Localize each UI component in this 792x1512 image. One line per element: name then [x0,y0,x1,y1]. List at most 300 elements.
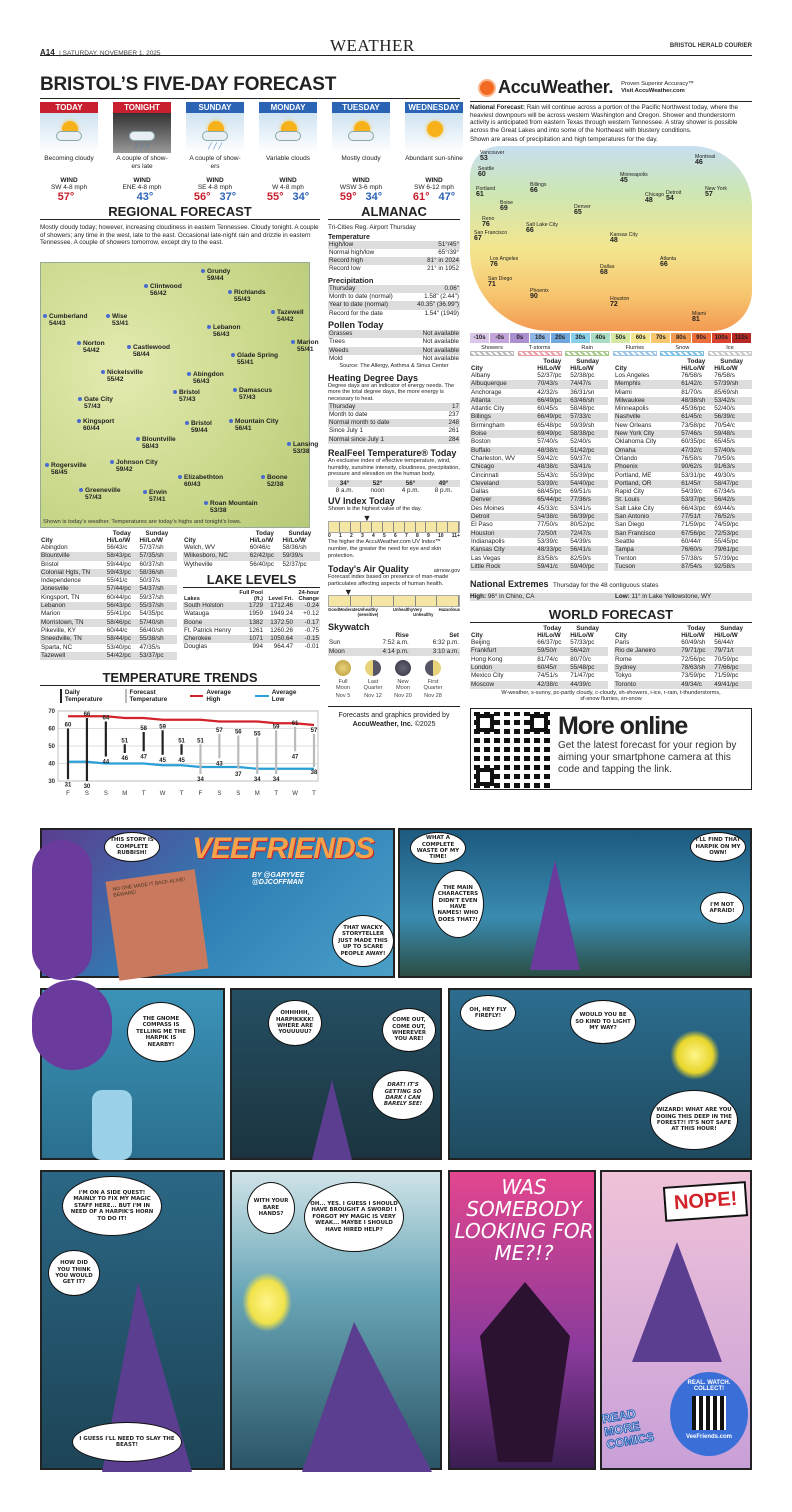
uv-scale-label: 2 [350,533,353,540]
map-city [110,459,158,474]
today-forecast: 60/45/s [537,405,558,413]
map-city-name: Portland [476,185,496,192]
comic-shout-text: WAS SOMEBODY LOOKING FOR ME?!? [454,1175,594,1265]
today-forecast: 87/54/s [680,563,713,571]
table-row [470,639,608,647]
day-label: TONIGHT [113,102,171,113]
today-forecast: 45/36/pc [681,405,706,413]
day-label: TODAY [40,102,98,113]
speech-bubble: WIZARD! WHAT ARE YOU DOING THIS DEEP IN THE FOREST?! IT'S NOT SAFE AT THIS HOUR! [650,1090,738,1150]
today-forecast: 55/41/pc [106,610,131,618]
city-name: Trenton [615,554,637,562]
almanac-label: Month to date [329,410,368,418]
forecast-day-today [40,102,98,203]
today-forecast: 56/40/pc [249,560,274,568]
copyright: ©2025 [414,720,436,728]
lake-row [183,635,320,643]
today-forecast: 79/71/pc [680,647,713,655]
day-description: A couple of show-ers [189,155,241,170]
map-city-name: Minneapolis [620,171,648,178]
almanac-label: Record high [328,257,405,265]
change: -0.01 [304,643,319,651]
air-quality-text: Forecast index based on presence of man-made particulates affecting aspects of human health. [328,574,449,587]
comic-panel-2 [398,828,752,978]
temp-scale-band: 30s [571,333,591,343]
today-forecast: 61/45/r [680,480,713,488]
phase-date: Nov 5 [335,692,351,699]
lake-row [183,619,320,627]
qr-code-icon[interactable] [474,712,550,788]
sunday-forecast: 54/39/s [570,537,591,545]
table-row [470,530,608,538]
today-forecast: 59/43/pc [106,569,139,577]
map-city-temps: 54/43 [49,320,66,328]
city-marker-icon [106,314,110,318]
city-name: Atlantic City [471,405,505,413]
map-city-name: Reno [482,215,495,222]
extreme-high-label: High: [470,593,487,601]
sunday-forecast: 55/39/pc [570,471,595,479]
city-marker-icon [43,314,47,318]
today-forecast: 60/44/pc [106,593,131,601]
city-name: Phoenix [614,463,680,471]
col-city: City [615,364,627,372]
map-city [77,340,105,355]
air-marker-icon: ▼ [343,587,353,598]
almanac-table [328,330,460,363]
almanac-row [328,419,460,427]
day-label: TUESDAY [332,102,390,113]
map-city-temps: 55/41 [237,359,254,367]
map-city-temps: 58/44 [133,351,150,359]
x-tick-label: S [103,791,108,797]
precip-swatch-icon [708,351,752,356]
wind-value: WSW 3-6 mph [339,184,383,191]
wind-value: ENE 4-8 mph [122,184,162,191]
sunday-forecast: 70/59/pc [714,655,739,663]
city-marker-icon [45,463,49,467]
city-name: Wytheville [184,560,213,568]
lake-col-header: Lakes [184,596,200,602]
map-city [185,420,212,435]
col-city: City [471,632,483,640]
realfeel-text: An exclusive index of effective temperature, wind, humidity, sunshine intensity, cloudiness, precipitation, pressure and elevation on the human body. [328,458,460,478]
today-forecast: 72/56/pc [681,655,706,663]
set-time: 3:10 a.m. [410,648,460,656]
today-forecast: 60/35/pc [681,438,706,446]
sunday-forecast: 56/42/r [569,647,608,655]
city-name: Mexico City [471,672,504,680]
table-row [470,380,608,388]
map-city-temps: 60/43 [184,481,201,489]
day-label: WEDNESDAY [405,102,463,113]
city-name: Lebanon [40,602,106,610]
sunday-forecast: 59/37/sh [139,593,164,601]
table-row [470,372,608,380]
almanac-label: Trees [329,338,345,346]
city-name: Portland, OR [614,480,680,488]
map-city-temp: 60 [478,170,486,178]
high-label: 58 [140,726,148,732]
table-row [40,594,177,602]
almanac-value: 0.06" [407,285,460,293]
phase-date: Nov 28 [424,692,442,699]
today-forecast: 81/70/s [681,388,702,396]
map-city-name: Wise [112,313,128,320]
temperature-chart [40,703,320,803]
col-hlw: Hi/Lo/W [714,364,738,372]
city-name: Paris [615,639,630,647]
col-hlw: Hi/Lo/W [681,632,705,640]
city-name: San Francisco [614,530,680,538]
table-row [614,639,752,647]
today-forecast: 48/38/c [536,447,569,455]
wind-label: WIND [279,177,297,184]
table-row [470,555,608,563]
realfeel-temp: 56° [394,480,427,487]
today-forecast: 76/58/s [681,371,702,379]
sunday-forecast: 92/58/s [713,563,752,571]
table-row [40,635,177,643]
map-city-temp: 53 [480,154,488,162]
low-label: 30 [83,784,91,790]
map-city-name: Atlanta [660,255,677,262]
national-map-city [526,222,558,234]
regional-title: REGIONAL FORECAST [40,204,320,220]
table-row [470,455,608,463]
sunday-forecast: 55/38/sh [139,635,178,643]
forecast-table [614,358,752,571]
regional-table-right [183,530,320,569]
low-label: 34 [253,777,261,783]
map-city-name: Phoenix [530,287,549,294]
today-forecast: 62/42/pc [249,552,282,560]
day-description: A couple of show-ers late [116,155,168,170]
sunday-forecast: 53/37/pc [139,652,178,660]
accuweather-link[interactable]: Visit AccuWeather.com [621,87,685,94]
comic-strip [40,828,752,1478]
map-city-name: New York [705,185,727,192]
map-city-name: Johnson City [116,459,158,466]
city-name: Beijing [471,639,490,647]
legend-daily: Daily Temperature [64,689,103,703]
city-marker-icon [185,421,189,425]
sunday-forecast: 54/35/pc [139,610,164,618]
almanac-label: Month to date (normal) [329,293,393,301]
table-row [183,561,320,569]
precip-type: Showers [481,344,503,351]
city-marker-icon [136,437,140,441]
today-forecast: 55/43/c [537,471,558,479]
map-city-temp: 69 [500,204,508,212]
section-title: WEATHER [330,36,415,55]
col-day: Today [112,530,131,537]
x-tick-label: S [217,791,222,797]
aq-scale-label: Moderate [338,607,358,613]
wind-label: WIND [133,177,151,184]
sunday-forecast: 59/37/c [570,454,591,462]
wizard-figure [530,860,580,970]
lake-row [183,627,320,635]
sunday-forecast: 52/38/pc [570,371,595,379]
precip-legend-item [470,345,514,356]
sunday-forecast: 57/35/sh [139,552,178,560]
map-city-name: Greeneville [85,487,121,494]
almanac-value: 21° in 1952 [427,265,459,273]
today-forecast: 52/37/pc [537,371,562,379]
regional-map [40,262,319,528]
badge-slogan: REAL. WATCH. COLLECT! [687,1380,731,1392]
city-name: Morristown, TN [40,619,106,627]
sunday-forecast: 47/35/s [139,643,161,651]
map-city [43,313,87,328]
map-city [287,441,318,456]
sunday-forecast: 54/40/pc [569,480,608,488]
city-marker-icon [201,269,205,273]
city-name: San Antonio [614,513,680,521]
map-city-temps: 55/41 [297,346,314,354]
city-name: Colonial Hgts, TN [40,569,106,577]
level: 1712.46 [264,602,294,610]
accuweather-logo: AccuWeather. [498,77,614,97]
table-row [470,405,608,413]
veefriends-badge[interactable] [670,1372,748,1456]
partly-cloudy-icon [40,113,98,153]
almanac-value: 65°/39° [438,248,459,256]
legend-avg-low: Average Low [271,689,297,703]
table-row [470,563,608,571]
today-forecast: 61/42/c [680,380,713,388]
almanac-value: 261 [448,427,459,435]
table-row [614,389,752,397]
temperature-heading: Temperature [328,233,370,241]
city-name: Rio de Janeiro [614,647,680,655]
city-name: Boston [471,438,491,446]
city-name: Cleveland [470,480,536,488]
precip-legend-item [565,345,609,356]
y-tick-label: 70 [48,709,55,715]
map-city-name: Grundy [207,268,231,275]
today-forecast: 60/46/c [249,544,271,551]
map-city-name: Tazewell [277,309,304,316]
national-map-city [530,288,549,300]
precip-type: Rain [581,344,593,351]
speech-bubble: COME OUT, COME OUT, WHEREVER YOU ARE! [382,1008,436,1052]
level: 1949.24 [270,610,293,618]
phase-name: Last Quarter [363,678,383,691]
col-day: Today [255,530,274,537]
map-city-temps: 59/44 [191,427,208,435]
high-label: 66 [83,712,91,718]
today-forecast: 66/37/pc [537,639,562,647]
map-city-name: Clintwood [150,283,182,290]
wind-label: WIND [425,177,443,184]
low-temp: 37° [219,191,237,203]
wind-value: SW 6-12 mph [414,184,454,191]
high-label: 64 [102,715,110,722]
map-city-name: Kansas City [610,231,638,238]
map-city-temps: 57/43 [84,403,101,411]
today-forecast: 53/40/pc [106,643,131,651]
sunday-forecast: 57/40/s [713,447,752,455]
table-row [40,627,177,635]
comic-panel-9 [600,1170,752,1470]
uv-scale-label: 6 [394,533,397,540]
city-name: Rapid City [615,488,645,496]
map-city-temps: 53/38 [293,448,310,456]
table-row [470,521,608,529]
table-row [614,656,752,664]
national-map-city [645,192,664,204]
body: Sun [329,639,341,647]
today-forecast: 77/51/t [680,513,713,521]
city-name: Sydney [614,664,680,672]
map-city [106,313,129,328]
x-tick-label: F [66,791,70,797]
today-forecast: 57/38/s [681,554,702,562]
city-marker-icon [187,372,191,376]
national-map-city [600,264,614,276]
skywatch-heading: Skywatch [328,622,370,633]
mostly-cloudy-icon [332,113,390,153]
sunday-forecast: 76/52/s [713,513,752,521]
almanac-value: 1.58" (2.44") [424,293,459,301]
col-city: City [615,632,627,640]
y-tick-label: 60 [48,726,55,733]
sunday-forecast: 77/66/pc [713,664,752,672]
map-city [261,474,288,489]
today-forecast: 65/48/pc [537,421,562,429]
table-row [614,496,752,504]
tagline: Proven Superior Accuracy™ [621,80,694,87]
table-row [470,538,608,546]
table-row [614,513,752,521]
uv-scale-label: 1 [339,533,342,540]
today-forecast: 58/43/pc [106,552,139,560]
precip-type: T-storms [528,344,551,351]
sunday-forecast: 80/70/c [570,655,591,663]
almanac-label: Thursday [328,403,438,411]
map-city-name: Castlewood [133,344,171,351]
city-name: Tokyo [615,672,632,680]
city-name: London [470,664,536,672]
comic-nope-text: NOPE! [663,1181,749,1222]
almanac-row [328,241,460,249]
low-label: 38 [310,770,318,776]
sunday-forecast: 53/42/s [713,397,752,405]
today-forecast: 71/59/pc [681,521,706,529]
almanac-value: 51°/45° [405,241,460,249]
col-day: Sunday [145,530,169,537]
map-city-name: Bristol [191,420,212,427]
high-label: 59 [272,724,280,731]
speech-bubble: THE GNOME COMPASS IS TELLING ME THE HARPIK IS NEARBY! [127,1002,195,1062]
sunday-forecast: 55/45/pc [714,537,739,545]
today-forecast: 77/50/s [537,521,558,529]
forecast-table [470,625,608,689]
air-quality-source: airnow.gov [433,568,460,575]
map-city-temp: 76 [490,260,498,268]
today-forecast: 74/51/s [537,672,558,680]
city-name: Marion [41,610,61,618]
sunday-forecast: 55/37/sh [139,602,178,610]
map-city-name: Abingdon [193,371,224,378]
regional-section [40,204,320,247]
almanac-label: Year to date (normal) [328,301,407,309]
national-text: Rain will continue across a portion of the Pacific Northwest today, where the heaviest downpours will be across western Washington and Oregon. Shower and thunderstorm activity is anticipated from eastern Texas through western Tennessee. A stray shower is possible across the Great Lakes and into some of the Northeast with blustery conditions. [470,104,738,134]
sunday-forecast: 55/48/pc [569,664,608,672]
precip-legend [470,345,752,356]
y-tick-label: 30 [48,779,55,785]
today-forecast: 70/43/s [536,380,569,388]
wind-label: WIND [206,177,224,184]
almanac-value: 17 [438,403,460,411]
precip-swatch-icon [660,351,704,356]
city-name: Moscow [470,681,536,689]
city-marker-icon [127,345,131,349]
city-marker-icon [287,442,291,446]
table-row [614,472,752,480]
today-forecast: 68/45/pc [537,488,562,496]
heating-text: Degree days are an indicator of energy needs. The more the total degree days, the more energy is necessary to heat. [328,382,455,402]
almanac-label: Normal high/low [329,248,375,256]
map-city-temps: 58/43 [142,443,159,451]
table-row [614,380,752,388]
uv-scale-label: 8 [416,533,419,540]
table-row [40,602,177,610]
table-row [614,413,752,421]
almanac-row [328,293,460,301]
table-row [614,397,752,405]
map-city [127,344,170,359]
today-forecast: 53/39/c [537,537,558,545]
city-marker-icon [233,388,237,392]
today-forecast: 72/50/t [536,530,569,538]
aq-scale-label: Hazardous [438,607,460,613]
temp-scale-band: 10s [530,333,550,343]
accuweather-banner [470,74,752,102]
forecast-table [614,625,752,689]
table-row [40,610,177,618]
almanac-label: Grasses [328,330,381,338]
x-tick-label: T [312,791,316,797]
map-city-name: Kingsport [83,418,115,425]
extremes-title: National Extremes [470,579,549,590]
sunday-forecast: 51/42/pc [569,447,608,455]
national-extremes [470,574,752,601]
col-day: Sunday [576,357,599,365]
city-name: Hong Kong [471,655,503,663]
precip-swatch-icon [470,351,514,356]
low-temp: 34° [365,191,383,203]
table-row [614,546,752,554]
set-time: 6:32 p.m. [432,639,459,647]
lake-row [183,610,320,618]
table-row [614,681,752,689]
map-city-name: Lebanon [213,324,241,331]
provider-name: AccuWeather, Inc. [352,720,413,728]
low-label: 45 [159,757,166,764]
map-city [204,500,258,515]
x-tick-label: W [292,791,298,797]
city-name: Sparta, NC [41,643,73,651]
today-forecast: 48/38/sh [680,397,713,405]
sunday-forecast: 58/36/sh [139,569,178,577]
almanac-title: ALMANAC [328,204,460,220]
table-row [614,463,752,471]
map-city-temps: 58/45 [51,469,68,477]
map-city-name: San Diego [488,275,513,282]
